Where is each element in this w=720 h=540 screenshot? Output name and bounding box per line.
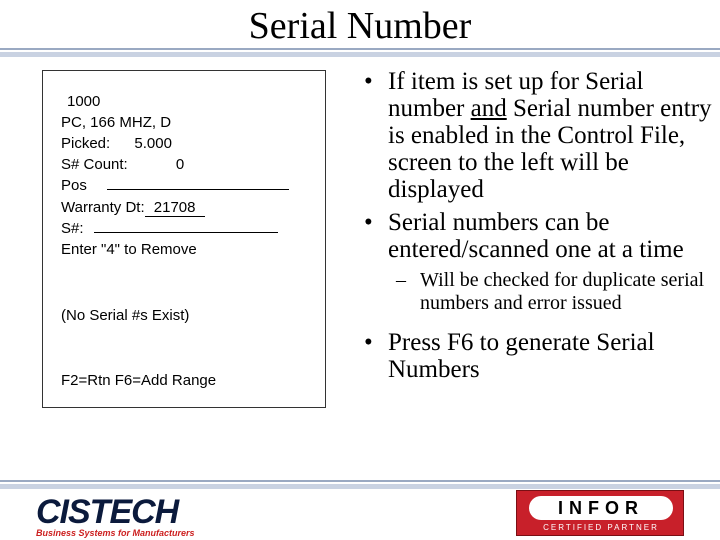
- warranty-input[interactable]: [145, 200, 205, 217]
- sub-bullet-dash-icon: –: [396, 269, 406, 291]
- count-label: S# Count:: [61, 156, 128, 173]
- picked-row: [61, 133, 172, 155]
- cistech-logo: [36, 493, 200, 540]
- title-divider: [0, 48, 720, 50]
- bullet-text: Press F6 to generate Serial Numbers: [388, 329, 655, 383]
- terminal-screen: [42, 70, 326, 408]
- warranty-row: [61, 197, 205, 219]
- cistech-tagline: Business Systems for Manufacturers: [36, 528, 195, 538]
- count-value: 0: [175, 156, 185, 173]
- item-number: 1000: [67, 93, 101, 110]
- bullet-dot-icon: •: [364, 68, 373, 95]
- pos-input[interactable]: [107, 176, 289, 190]
- bullet-serial-setup: [364, 68, 714, 203]
- bullet-underlined-text: and: [470, 95, 507, 122]
- remove-hint: Enter "4" to Remove: [61, 241, 197, 258]
- warranty-label: Warranty Dt:: [61, 199, 145, 216]
- infor-subtitle: CERTIFIED PARTNER: [543, 523, 659, 532]
- serial-input[interactable]: [94, 219, 278, 233]
- cistech-wordmark: CISTECH: [36, 493, 179, 531]
- sub-bullet-duplicate-check: [364, 269, 714, 315]
- bullet-dot-icon: •: [364, 329, 373, 356]
- picked-label: Picked:: [61, 135, 111, 152]
- bullet-text: Serial numbers can be entered/scanned one at a time: [388, 209, 684, 263]
- bullet-text: Serial number entry is enabled in the Control File, screen to the left will be displayed: [388, 95, 712, 203]
- slide-title: Serial Number: [248, 5, 472, 47]
- serial-label: S#:: [61, 220, 84, 237]
- bullet-press-f6: [364, 329, 714, 383]
- bullet-list: [364, 68, 714, 389]
- function-keys: F2=Rtn F6=Add Range: [61, 372, 217, 389]
- sub-bullet-text: Will be checked for duplicate serial numbers and error issued: [420, 269, 705, 314]
- count-row: [61, 154, 184, 176]
- bullet-text: If item is set up for Serial number: [388, 68, 644, 122]
- pos-label: Pos: [61, 177, 87, 194]
- title-divider-shadow: [0, 52, 720, 57]
- footer-divider-shadow: [0, 484, 720, 489]
- infor-certified-partner-badge: [516, 490, 684, 536]
- picked-value: 5.000: [134, 135, 172, 152]
- footer-divider: [0, 480, 720, 482]
- pos-row: [61, 175, 289, 197]
- bullet-scan-entry: [364, 209, 714, 263]
- warranty-value: 21708: [153, 199, 196, 216]
- bullet-dot-icon: •: [364, 209, 373, 236]
- serial-status: (No Serial #s Exist): [61, 307, 190, 324]
- item-description: PC, 166 MHZ, D: [61, 114, 172, 131]
- serial-row: [61, 218, 278, 240]
- infor-wordmark: INFOR: [529, 496, 673, 520]
